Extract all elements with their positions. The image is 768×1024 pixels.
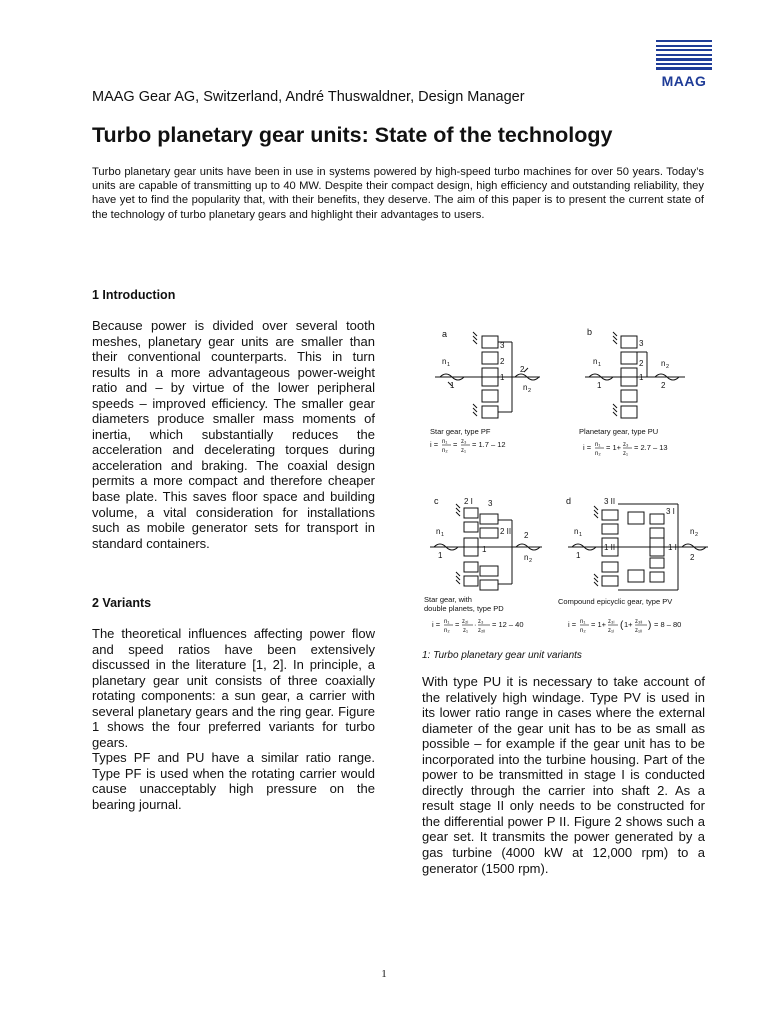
maag-logo-stripes	[656, 40, 712, 72]
svg-text:z₃: z₃	[461, 439, 467, 445]
svg-text:n₂: n₂	[444, 628, 450, 634]
panel-d-formula: = 8 – 80	[654, 620, 682, 629]
svg-text:3 I: 3 I	[666, 507, 675, 516]
svg-text:n₁: n₁	[444, 619, 450, 625]
panel-b-diagram	[579, 327, 685, 457]
figure-1	[420, 322, 715, 644]
svg-text:z₁: z₁	[623, 451, 629, 457]
svg-text:n: n	[661, 359, 666, 368]
svg-text:n: n	[593, 357, 598, 366]
abstract: Turbo planetary gear units have been in use in systems powered by high-speed turbo machines for over 50 years. Today’s units are capable of transmitting up to 40 MW. Despite their compact design, high efficiency and outstanding reliability, they have yet to find the popularity that, with their benefits, they deserve. The aim of this paper is to present the current state of the technology of turbo planetary gears and highlight their advantages to users.	[92, 166, 704, 221]
panel-b-letter: b	[587, 327, 593, 337]
svg-text:n: n	[442, 357, 447, 366]
svg-text:= 1+: = 1+	[591, 620, 607, 629]
svg-text:n₂: n₂	[442, 448, 448, 454]
panel-b-formula: = 2.7 – 13	[634, 443, 668, 452]
svg-text:=: =	[453, 440, 458, 449]
svg-text:1 II: 1 II	[604, 543, 616, 552]
svg-text:z₂ᵢ: z₂ᵢ	[462, 619, 469, 625]
panel-d-diagram	[558, 496, 708, 634]
svg-text:3 II: 3 II	[604, 497, 616, 506]
svg-text:i =: i =	[583, 443, 592, 452]
svg-text:2: 2	[666, 364, 670, 370]
section-heading-variants: 2 Variants	[92, 596, 152, 610]
svg-text:i =: i =	[432, 620, 441, 629]
author-line: MAAG Gear AG, Switzerland, André Thuswaldner, Design Manager	[92, 89, 525, 105]
svg-text:3: 3	[500, 341, 505, 350]
svg-text:n₁: n₁	[580, 619, 586, 625]
variants-body-1: The theoretical influences affecting power flow and speed ratios have been extensively discussed in the literature [1, 2]. In principle, a planetary gear unit consists of three coaxially rotating components: a sun gear, a carrier with several planetary gears and the ring gear. Figure 1 shows the four preferred variants for turbo gears.	[92, 626, 375, 750]
svg-text:n₂: n₂	[580, 628, 586, 634]
svg-text:z₁: z₁	[461, 448, 467, 454]
svg-text:): )	[648, 620, 652, 631]
svg-text:z₃ᵢ: z₃ᵢ	[608, 619, 615, 625]
svg-text:1+: 1+	[624, 620, 633, 629]
svg-text:2: 2	[529, 558, 533, 564]
panel-d-label: Compound epicyclic gear, type PV	[558, 597, 673, 606]
svg-text:1: 1	[597, 381, 602, 390]
svg-text:2: 2	[524, 531, 529, 540]
svg-text:n: n	[690, 527, 695, 536]
panel-d-letter: d	[566, 496, 572, 506]
svg-text:i =: i =	[568, 620, 577, 629]
svg-text:1: 1	[447, 362, 451, 368]
panel-a-label: Star gear, type PF	[430, 427, 491, 436]
svg-text:z₁ᵢ: z₁ᵢ	[608, 628, 614, 634]
svg-text:·: ·	[474, 620, 477, 629]
svg-text:z₁: z₁	[463, 628, 469, 634]
svg-text:z₃ᵢᵢ: z₃ᵢᵢ	[635, 619, 643, 625]
panel-c-label-2: double planets, type PD	[424, 604, 504, 613]
svg-text:2: 2	[520, 365, 525, 374]
svg-text:2: 2	[695, 532, 699, 538]
svg-text:2 I: 2 I	[464, 497, 473, 506]
svg-text:2 II: 2 II	[500, 527, 512, 536]
variants-body-2: Types PF and PU have a similar ratio range. Type PF is used when the rotating carrier would cause unacceptably high pressure on the bearing journal.	[92, 750, 375, 812]
svg-text:n₁: n₁	[442, 439, 448, 445]
svg-text:n₁: n₁	[595, 442, 601, 448]
svg-text:2: 2	[690, 553, 695, 562]
svg-text:z₁ᵢᵢ: z₁ᵢᵢ	[635, 628, 642, 634]
section-heading-introduction: 1 Introduction	[92, 288, 176, 302]
svg-text:n: n	[524, 553, 529, 562]
panel-a-formula: = 1.7 – 12	[472, 440, 506, 449]
svg-text:n: n	[436, 527, 441, 536]
introduction-body: Because power is divided over several tooth meshes, planetary gear units are smaller than their conventional counterparts. This in turn results in a more advantageous power-weight ratio and – by virtue of the lower peripheral speeds – improved efficiency. The smaller gear diameters produce smaller mass moments of inertia, which substantially reduces the acceleration and decelerating torques during acceleration and braking. The coaxial design permits a more compact and therefore cheaper base plate. This saves floor space and building volume, a vital consideration for installations such as mobile generator sets for transport in standard containers.	[92, 318, 375, 551]
svg-text:2: 2	[639, 359, 644, 368]
svg-text:n: n	[574, 527, 579, 536]
svg-text:= 1+: = 1+	[606, 443, 622, 452]
svg-text:2: 2	[528, 388, 532, 394]
svg-text:n₂: n₂	[595, 451, 601, 457]
svg-text:1: 1	[576, 551, 581, 560]
panel-c-letter: c	[434, 496, 439, 506]
svg-text:1: 1	[482, 545, 487, 554]
svg-text:(: (	[620, 620, 624, 631]
panel-a-letter: a	[442, 329, 448, 339]
figure-caption: 1: Turbo planetary gear unit variants	[422, 650, 582, 661]
panel-c-label-1: Star gear, with	[424, 595, 472, 604]
panel-c-diagram	[424, 496, 542, 634]
svg-text:1: 1	[438, 551, 443, 560]
svg-text:1: 1	[500, 373, 505, 382]
maag-logo: MAAG	[661, 73, 707, 89]
svg-text:1: 1	[450, 381, 455, 390]
svg-text:n: n	[523, 383, 528, 392]
svg-text:1 I: 1 I	[668, 543, 677, 552]
svg-text:z₂ᵢᵢ: z₂ᵢᵢ	[478, 628, 486, 634]
svg-text:1: 1	[441, 532, 445, 538]
svg-text:1: 1	[639, 373, 644, 382]
svg-text:z₃: z₃	[478, 619, 484, 625]
svg-text:2: 2	[500, 357, 505, 366]
svg-text:3: 3	[488, 499, 493, 508]
svg-text:3: 3	[639, 339, 644, 348]
right-column-body: With type PU it is necessary to take account of the relatively high windage. Type PV is used in its lower ratio range in cases where the external diameter of the gear unit has to be as small as possible – for example if the gear unit has to be incorporated into the turbine housing. Part of the power to be transmitted in stage I is conducted directly through the carrier into shaft 2. As a result stage II only needs to be constructed for the differential power P II. Figure 2 shows such a gear set. It transmits the power generated by a gas turbine (4000 kW at 12,000 rpm) to a generator (1500 rpm).	[422, 674, 705, 876]
svg-text:1: 1	[579, 532, 583, 538]
panel-b-label: Planetary gear, type PU	[579, 427, 659, 436]
page-number: 1	[381, 968, 387, 980]
paper-title: Turbo planetary gear units: State of the technology	[92, 123, 613, 147]
panel-a-diagram	[430, 329, 540, 454]
panel-c-formula: = 12 – 40	[492, 620, 524, 629]
svg-text:i =: i =	[430, 440, 439, 449]
svg-text:1: 1	[598, 362, 602, 368]
svg-text:=: =	[455, 620, 460, 629]
svg-text:z₃: z₃	[623, 442, 629, 448]
svg-text:2: 2	[661, 381, 666, 390]
